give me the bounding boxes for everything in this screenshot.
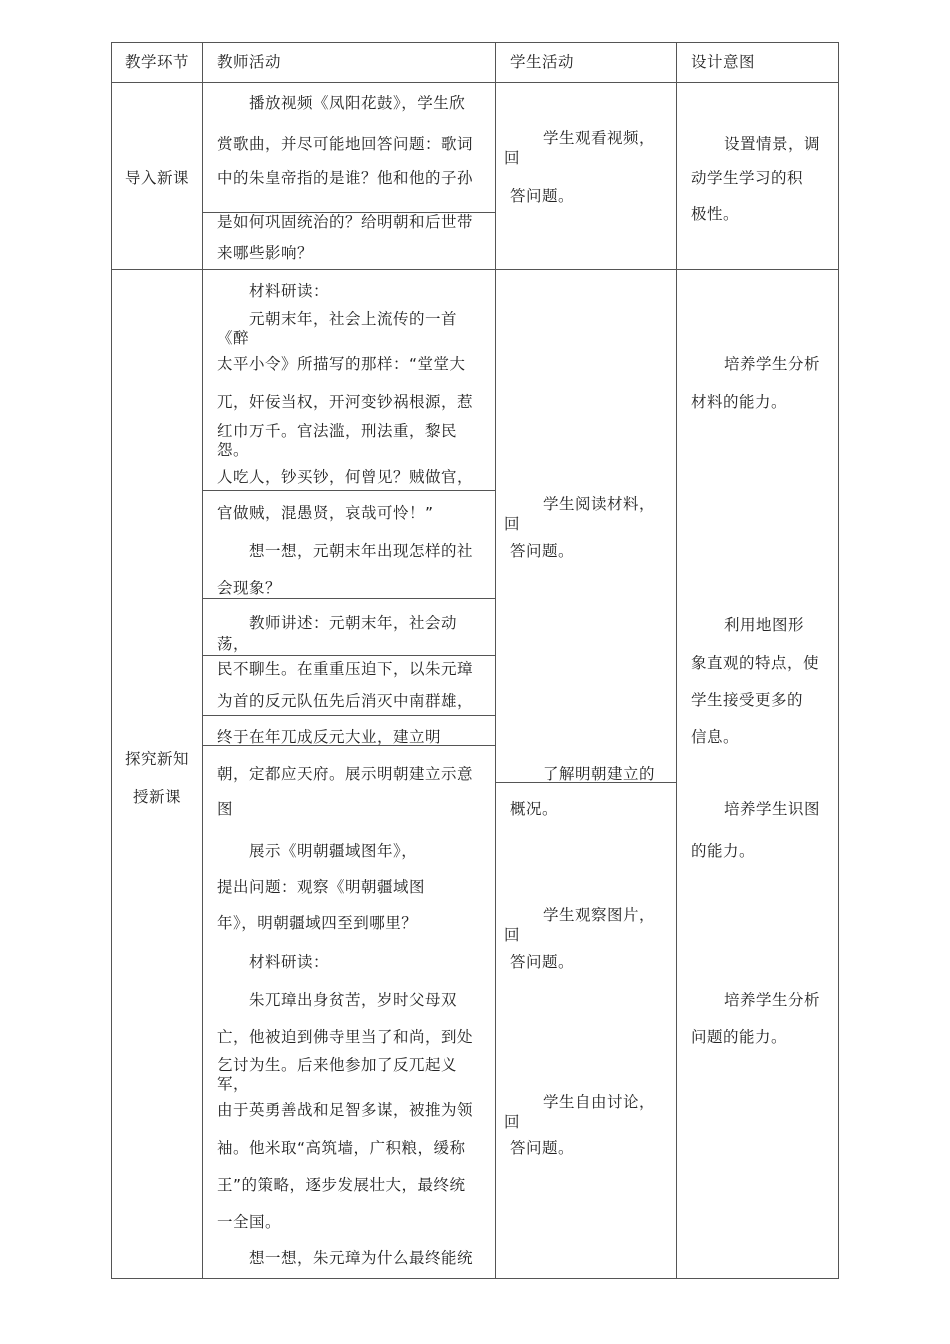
text-line: 亡，他被迫到佛寺里当了和尚，到处	[217, 1028, 474, 1046]
text-line: 设置情景，调	[724, 135, 821, 153]
text-line: 象直观的特点，使	[691, 654, 820, 672]
text-line: 官做贼，混愚贤，哀哉可怜！”	[217, 504, 434, 522]
text-line: 一全国。	[217, 1213, 282, 1231]
text-line: 答问题。	[510, 187, 575, 205]
text-line: 回	[504, 149, 521, 167]
text-line: 回	[504, 515, 521, 533]
row1-stage: 导入新课	[125, 169, 190, 187]
text-line: 探究新知	[125, 750, 190, 768]
text-line: 授新课	[133, 788, 182, 806]
text-line: 培养学生分析	[724, 355, 821, 373]
text-line: 答问题。	[510, 542, 575, 560]
text-line: 的能力。	[691, 842, 756, 860]
text-line: 赏歌曲，并尽可能地回答问题：歌词	[217, 135, 474, 153]
text-line: 培养学生分析	[724, 991, 821, 1009]
text-line: 太平小令》所描写的那样：“堂堂大	[217, 355, 466, 373]
text-line: 朱兀璋出身贫苦，岁时父母双	[249, 991, 458, 1009]
text-line: 材料研读：	[249, 953, 330, 971]
text-line: 军，	[217, 1075, 250, 1093]
text-line: 答问题。	[510, 1139, 575, 1157]
text-line: 利用地图形	[724, 616, 805, 634]
text-line: 问题的能力。	[691, 1028, 788, 1046]
text-line: 《醉	[217, 329, 250, 347]
text-line: 会现象？	[217, 579, 282, 597]
text-line: 年》，明朝疆域四至到哪里？	[217, 914, 418, 932]
text-line: 来哪些影响？	[217, 244, 314, 262]
header-student-activity: 学生活动	[510, 53, 575, 71]
text-line: 民不聊生。在重重压迫下，以朱元璋	[217, 660, 474, 678]
text-line: 图	[217, 800, 234, 818]
text-line: 展示《明朝疆域图年》，	[249, 842, 418, 860]
text-line: 兀，奸佞当权，开河变钞祸根源，惹	[217, 393, 474, 411]
text-line: 为首的反元队伍先后消灭中南群雄，	[217, 692, 474, 710]
text-line: 信息。	[691, 728, 740, 746]
text-line: 想一想，元朝末年出现怎样的社	[249, 542, 474, 560]
text-line: 学生自由讨论，	[543, 1093, 656, 1111]
text-line: 红巾万千。官法滥，刑法重，黎民	[217, 422, 458, 440]
text-line: 培养学生识图	[724, 800, 821, 818]
text-line: 学生观看视频，	[543, 129, 656, 147]
text-line: 王”的策略，逐步发展壮大，最终统	[217, 1176, 466, 1194]
header-design-intent: 设计意图	[691, 53, 756, 71]
text-line: 荡，	[217, 635, 250, 653]
text-line: 朝，定都应天府。展示明朝建立示意	[217, 765, 474, 783]
text-line: 袖。他米取“高筑墙，广积粮，缓称	[217, 1139, 466, 1157]
text-line: 极性。	[691, 205, 740, 223]
text-line: 教师讲述：元朝末年，社会动	[249, 614, 458, 632]
text-line: 材料的能力。	[691, 393, 788, 411]
text-line: 人吃人，钞买钞，何曾见？贼做官，	[217, 468, 474, 486]
header-teacher-activity: 教师活动	[217, 53, 282, 71]
text-line: 怨。	[217, 441, 250, 459]
header-stage: 教学环节	[125, 53, 190, 71]
text-line: 了解明朝建立的	[543, 765, 656, 783]
text-line: 是如何巩固统治的？给明朝和后世带	[217, 213, 474, 231]
text-line: 学生阅读材料，	[543, 495, 656, 513]
text-line: 概况。	[510, 800, 559, 818]
text-line: 元朝末年，社会上流传的一首	[249, 310, 458, 328]
text-line: 由于英勇善战和足智多谋，被推为领	[217, 1101, 474, 1119]
text-line: 答问题。	[510, 953, 575, 971]
text-line: 材料研读：	[249, 282, 330, 300]
text-line: 提出问题：观察《明朝疆域图	[217, 878, 426, 896]
text-line: 回	[504, 1113, 521, 1131]
text-line: 播放视频《凤阳花鼓》，学生欣	[249, 94, 466, 112]
text-line: 动学生学习的积	[691, 169, 804, 187]
text-line: 中的朱皇帝指的是谁？他和他的子孙	[217, 169, 474, 187]
text-line: 乞讨为生。后来他参加了反兀起义	[217, 1056, 458, 1074]
text-line: 想一想，朱元璋为什么最终能统	[249, 1249, 474, 1267]
text-line: 学生观察图片，	[543, 906, 656, 924]
text-line: 回	[504, 926, 521, 944]
text-line: 学生接受更多的	[691, 691, 804, 709]
text-line: 终于在年兀成反元大业，建立明	[217, 728, 442, 746]
